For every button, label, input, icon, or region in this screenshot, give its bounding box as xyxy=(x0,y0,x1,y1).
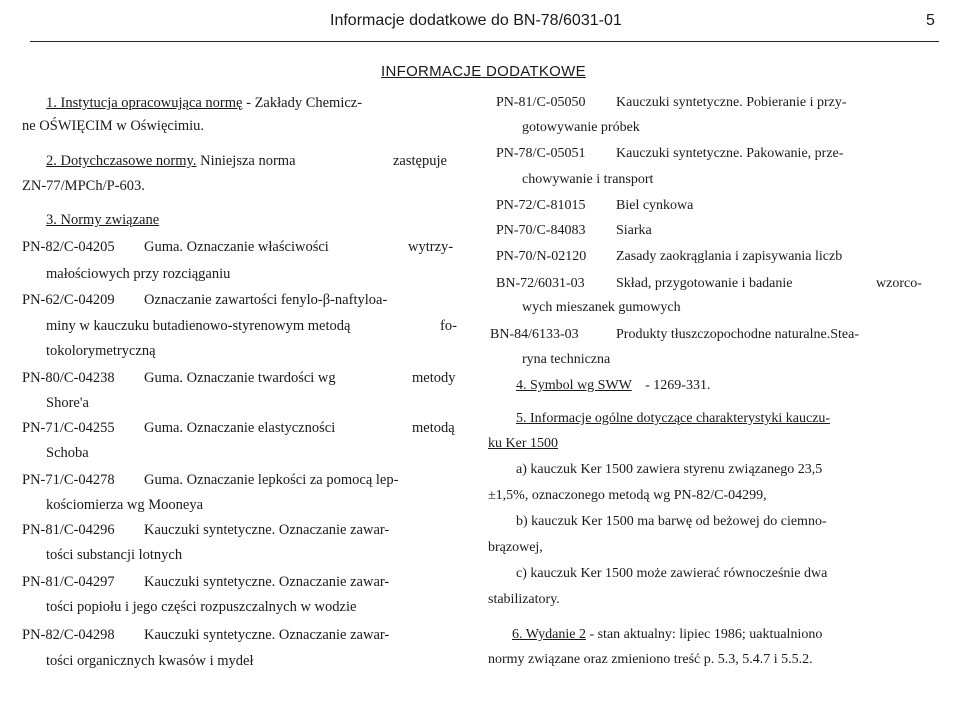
left-norm-line xyxy=(22,370,336,387)
right-norm-cont: ryna techniczna xyxy=(522,352,611,367)
item4-text: - 1269-331. xyxy=(645,378,711,393)
right-norm-code: BN-72/6031-03 xyxy=(496,276,585,291)
item5-a1: a) kauczuk Ker 1500 zawiera styrenu związanego 23,5 xyxy=(516,462,823,477)
right-norm-line xyxy=(496,249,842,265)
header-rule xyxy=(30,41,939,42)
item4-line xyxy=(516,378,710,394)
left-norm-code: PN-80/C-04238 xyxy=(22,370,115,386)
left-norm-text: Oznaczanie zawartości fenylo-β-naftyloa- xyxy=(144,292,388,308)
right-norm-text: Skład, przygotowanie i badanie xyxy=(616,276,793,291)
left-norm-text: Guma. Oznaczanie właściwości xyxy=(144,239,329,255)
section-title: INFORMACJE DODATKOWE xyxy=(381,63,586,80)
item2-line1 xyxy=(46,153,296,170)
item2-heading: 2. Dotychczasowe normy. xyxy=(46,153,197,169)
left-norm-cont: Shore'a xyxy=(46,395,89,411)
left-norm-code: PN-62/C-04209 xyxy=(22,292,115,308)
right-norm-code: PN-78/C-05051 xyxy=(496,146,586,161)
item1-line1 xyxy=(46,95,362,112)
item4-heading: 4. Symbol wg SWW xyxy=(516,378,632,393)
item6-line1 xyxy=(512,627,822,643)
right-norm-code: PN-72/C-81015 xyxy=(496,198,586,213)
left-norm-line xyxy=(22,522,389,539)
left-norm-text: Kauczuki syntetyczne. Oznaczanie zawar- xyxy=(144,627,390,643)
page-header-title: Informacje dodatkowe do BN-78/6031-01 xyxy=(330,12,622,29)
left-norm-line xyxy=(22,627,389,644)
right-norm-code: PN-70/N-02120 xyxy=(496,249,587,264)
right-norm-cont: chowywanie i transport xyxy=(522,172,654,187)
left-norm-cont: Schoba xyxy=(46,445,89,461)
left-norm-code: PN-81/C-04296 xyxy=(22,522,115,538)
right-norm-text: Siarka xyxy=(616,223,652,238)
item5-c1: c) kauczuk Ker 1500 może zawierać równocześnie dwa xyxy=(516,566,828,581)
left-norm-cont: tokolorymetryczną xyxy=(46,343,156,359)
page-number: 5 xyxy=(926,12,935,29)
right-norm-text-right: wzorco- xyxy=(876,276,922,291)
right-norm-line xyxy=(496,198,693,214)
item5-b2: brązowej, xyxy=(488,540,543,555)
left-norm-code: PN-82/C-04205 xyxy=(22,239,115,255)
item6-text-b: normy związane oraz zmieniono treść p. 5.3, 5.4.7 i 5.5.2. xyxy=(488,652,813,667)
left-norm-text-right: metodą xyxy=(412,420,455,436)
item2-text-a: Niniejsza norma xyxy=(200,153,296,169)
left-norm-line xyxy=(22,472,398,489)
left-norm-cont: tości substancji lotnych xyxy=(46,547,183,563)
right-norm-cont: gotowywanie próbek xyxy=(522,120,640,135)
left-norm-code: PN-71/C-04278 xyxy=(22,472,115,488)
left-norm-text: Guma. Oznaczanie elastyczności xyxy=(144,420,336,436)
item5-a2: ±1,5%, oznaczonego metodą wg PN-82/C-04299, xyxy=(488,488,767,503)
right-norm-line xyxy=(496,223,652,239)
left-norm-line xyxy=(22,574,389,591)
right-norm-code: BN-84/6133-03 xyxy=(490,327,579,342)
right-norm-line xyxy=(496,95,847,111)
right-norm-text: Kauczuki syntetyczne. Pakowanie, prze- xyxy=(616,146,844,161)
left-norm-cont: małościowych przy rozciąganiu xyxy=(46,266,231,282)
item3-heading: 3. Normy związane xyxy=(46,212,160,228)
left-norm-text: Guma. Oznaczanie twardości wg xyxy=(144,370,336,386)
item5-b1: b) kauczuk Ker 1500 ma barwę od beżowej do ciemno- xyxy=(516,514,827,529)
item2-text-a2: zastępuje xyxy=(393,153,447,169)
item5-c2: stabilizatory. xyxy=(488,592,560,607)
right-norm-text: Kauczuki syntetyczne. Pobieranie i przy- xyxy=(616,95,847,110)
left-norm-cont: tości organicznych kwasów i mydeł xyxy=(46,653,254,669)
right-norm-line xyxy=(496,276,793,292)
right-norm-cont: wych mieszanek gumowych xyxy=(522,300,681,315)
left-norm-line xyxy=(22,292,387,309)
item2-text-b: ZN-77/MPCh/P-603. xyxy=(22,178,145,194)
right-norm-text: Biel cynkowa xyxy=(616,198,694,213)
left-norm-cont: miny w kauczuku butadienowo-styrenowym metodą xyxy=(46,318,351,334)
item6-heading: 6. Wydanie 2 xyxy=(512,627,586,642)
left-norm-cont: tości popiołu i jego części rozpuszczalnych w wodzie xyxy=(46,599,357,615)
right-norm-line xyxy=(490,327,859,343)
left-norm-text: Guma. Oznaczanie lepkości za pomocą lep- xyxy=(144,472,399,488)
item1-text-a: - Zakłady Chemicz- xyxy=(246,95,363,111)
left-norm-line xyxy=(22,420,335,437)
left-norm-cont-right: fo- xyxy=(440,318,457,334)
left-norm-text: Kauczuki syntetyczne. Oznaczanie zawar- xyxy=(144,574,390,590)
item1-heading: 1. Instytucja opracowująca normę xyxy=(46,95,243,111)
item6-text-a: - stan aktualny: lipiec 1986; uaktualniono xyxy=(589,627,823,642)
right-norm-text: Produkty tłuszczopochodne naturalne.Stea- xyxy=(616,327,859,342)
right-norm-code: PN-70/C-84083 xyxy=(496,223,586,238)
left-norm-code: PN-71/C-04255 xyxy=(22,420,115,436)
right-norm-line xyxy=(496,146,843,162)
right-norm-text: Zasady zaokrąglania i zapisywania liczb xyxy=(616,249,843,264)
item1-text-b: ne OŚWIĘCIM w Oświęcimiu. xyxy=(22,118,205,134)
left-norm-code: PN-81/C-04297 xyxy=(22,574,115,590)
left-norm-line xyxy=(22,239,329,256)
item5-heading-a: 5. Informacje ogólne dotyczące charakterystyki kauczu- xyxy=(516,411,831,426)
right-norm-code: PN-81/C-05050 xyxy=(496,95,586,110)
left-norm-code: PN-82/C-04298 xyxy=(22,627,115,643)
left-norm-cont: kościomierza wg Mooneya xyxy=(46,497,204,513)
left-norm-text: Kauczuki syntetyczne. Oznaczanie zawar- xyxy=(144,522,390,538)
left-norm-text-right: wytrzy- xyxy=(408,239,454,255)
left-norm-text-right: metody xyxy=(412,370,456,386)
item5-heading-b: ku Ker 1500 xyxy=(488,436,558,451)
